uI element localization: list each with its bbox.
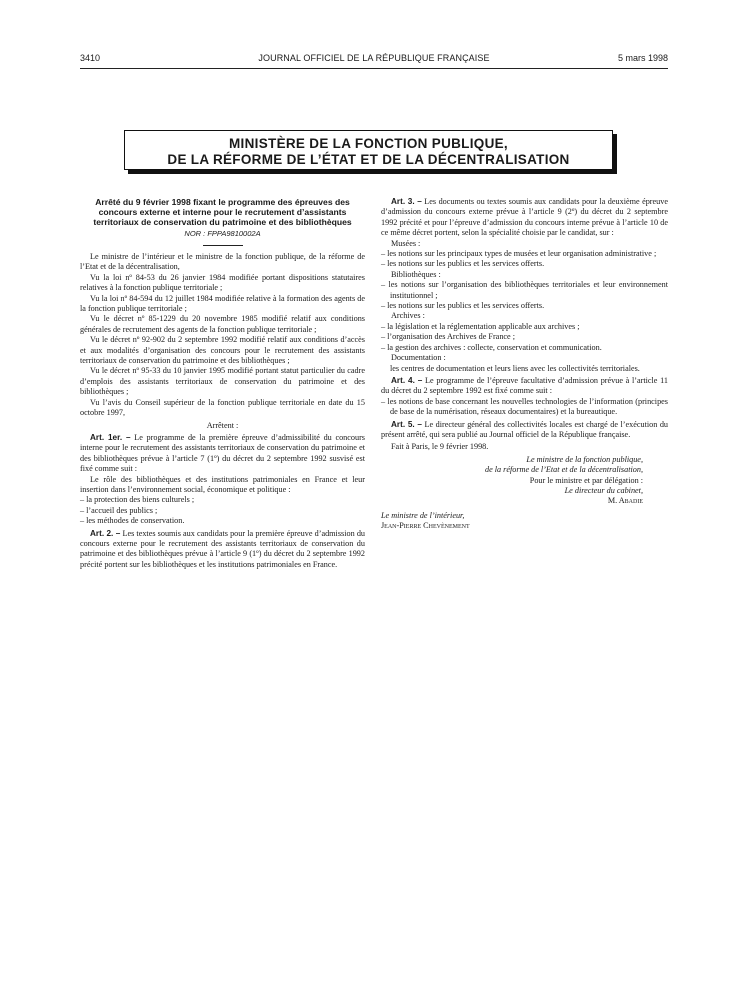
header-rule <box>80 68 668 69</box>
section-documentation: Documentation : <box>391 353 446 363</box>
visa-5: Vu le décret nº 95-33 du 10 janvier 1995 modifié portant statut particulier du cadre d’emplois des assistants territoriaux de conservation du patrimoine et des bibliothèques ; <box>80 366 365 397</box>
section-musees: Musées : <box>391 238 421 248</box>
visa-1: Vu la loi nº 84-53 du 26 janvier 1984 modifiée portant dispositions statutaires relatives à la fonction publique territoriale ; <box>80 272 365 293</box>
signatory-name: Jean-Pierre Chevènement <box>381 521 470 531</box>
arretent: Arrêtent : <box>206 420 239 430</box>
signature-line: de la réforme de l’Etat et de la décentralisation, <box>484 465 643 475</box>
list-item: – les notions sur les publics et les services offerts. <box>381 301 545 311</box>
article-1-text: Le programme de la première épreuve d’admissibilité du concours interne pour le recrutement des assistants territoriaux de conservation du patrimoine et des bibliothèques prévue à l’article 7 (1º) du décret du 2 septembre 1992 susvisé est fixé comme suit : <box>80 432 365 474</box>
ministry-line-1: MINISTÈRE DE LA FONCTION PUBLIQUE, <box>229 136 508 151</box>
title-rule <box>203 245 243 246</box>
right-column <box>381 197 668 532</box>
section-archives: Archives : <box>391 311 425 321</box>
journal-title: JOURNAL OFFICIEL DE LA RÉPUBLIQUE FRANÇAISE <box>258 53 490 63</box>
list-item: – la gestion des archives : collecte, conservation et communication. <box>381 342 602 352</box>
list-item: – les notions de base concernant les nouvelles technologies de l’information (principes de base de la numérisation, réseaux documentaires) et la bureautique. <box>381 396 668 417</box>
list-item: – les notions sur les publics et les services offerts. <box>381 259 545 269</box>
article-1 <box>80 433 365 475</box>
preamble: Le ministre de l’intérieur et le ministre de la fonction publique, de la réforme de l’Etat et de la décentralisation, <box>80 252 365 272</box>
article-2-text: Les textes soumis aux candidats pour la première épreuve d’admission du concours externe pour le recrutement des assistants territoriaux de conservation du patrimoine et des bibliothèques prévue à l’article 9 (1º) du décret du 2 septembre 1992 précité portent sur les bibliothèques et les institutions patrimoniales en France. <box>80 528 366 569</box>
article-2 <box>80 529 365 571</box>
ministry-line-2: DE LA RÉFORME DE L’ÉTAT ET DE LA DÉCENTRALISATION <box>167 152 570 167</box>
visa-3: Vu le décret nº 85-1229 du 20 novembre 1985 modifié relatif aux conditions générales de recrutement des agents de la fonction publique territoriale ; <box>80 314 365 334</box>
article-1-para-2: Le rôle des bibliothèques et des institutions patrimoniales en France et leur insertion dans l’environnement social, économique et politique : <box>80 474 365 494</box>
article-3-label: Art. 3. – <box>391 197 422 206</box>
list-item: – les notions sur les principaux types de musées et leur organisation administrative ; <box>381 249 657 259</box>
article-5-label: Art. 5. – <box>391 419 422 429</box>
list-item: – les méthodes de conservation. <box>80 516 185 526</box>
list-item: – les notions sur l’organisation des bibliothèques territoriales et leur environnement institutionnel ; <box>381 280 668 300</box>
article-5-text: Le directeur général des collectivités locales est chargé de l’exécution du présent arrêté, qui sera publié au Journal officiel de la République française. <box>381 419 669 439</box>
signature-line: Le directeur du cabinet, <box>564 485 643 495</box>
arrete-title: Arrêté du 9 février 1998 fixant le programme des épreuves des concours externe et interne pour le recrutement d’assistants territoriaux de conservation du patrimoine et des bibliothèques <box>93 197 352 228</box>
page-header <box>80 53 668 67</box>
visa-2: Vu la loi nº 84-594 du 12 juillet 1984 modifiée relative à la formation des agents de la fonction publique territoriale ; <box>80 293 365 314</box>
signature-line: Le ministre de l’intérieur, <box>381 510 465 520</box>
issue-date: 5 mars 1998 <box>617 53 668 63</box>
list-item: – l’accueil des publics ; <box>80 505 158 515</box>
article-1-label: Art. 1er. – <box>90 432 131 442</box>
signature-line: Pour le ministre et par délégation : <box>529 475 643 485</box>
ministry-box <box>124 130 613 170</box>
section-bibliotheques: Bibliothèques : <box>391 269 441 279</box>
list-item: – la législation et la réglementation applicable aux archives ; <box>381 321 580 331</box>
visa-6: Vu l’avis du Conseil supérieur de la fonction publique territoriale en date du 15 octobre 1997, <box>80 397 365 418</box>
article-4-text: Le programme de l’épreuve facultative d’admission prévue à l’article 11 du décret du 2 septembre 1992 est fixé comme suit : <box>381 375 668 396</box>
signature-block-1 <box>381 455 668 507</box>
signatory-name: M. Abadie <box>607 496 643 506</box>
signature-line: Le ministre de la fonction publique, <box>526 454 643 464</box>
list-item: – la protection des biens culturels ; <box>80 495 195 505</box>
left-column <box>80 197 365 570</box>
signature-block-2 <box>381 511 668 532</box>
documentation-text: les centres de documentation et leurs liens avec les collectivités territoriales. <box>390 363 640 373</box>
fait-a-paris: Fait à Paris, le 9 février 1998. <box>391 442 489 452</box>
article-2-label: Art. 2. – <box>90 528 121 538</box>
nor-reference: NOR : FPPA9810002A <box>184 228 261 238</box>
article-4-label: Art. 4. – <box>391 375 423 385</box>
page-number: 3410 <box>80 53 101 63</box>
article-4 <box>381 376 668 397</box>
article-3 <box>381 197 668 239</box>
visa-4: Vu le décret nº 92-902 du 2 septembre 1992 modifié relatif aux conditions d’accès et aux modalités d’organisation des concours pour le recrutement des assistants territoriaux de conservation du patrimoine et des bibliothèques ; <box>80 335 365 366</box>
list-item: – l’organisation des Archives de France ; <box>381 332 515 342</box>
article-5 <box>381 420 668 441</box>
article-3-text: Les documents ou textes soumis aux candidats pour la deuxième épreuve d’admission du concours externe prévue à l’article 9 (2º) du décret du 2 septembre 1992 précité et pour l’épreuve d’admission du concours interne prévue à l’article 10 de ce même décret portent, selon la spécialité choisie par le candidat, sur : <box>381 197 668 238</box>
